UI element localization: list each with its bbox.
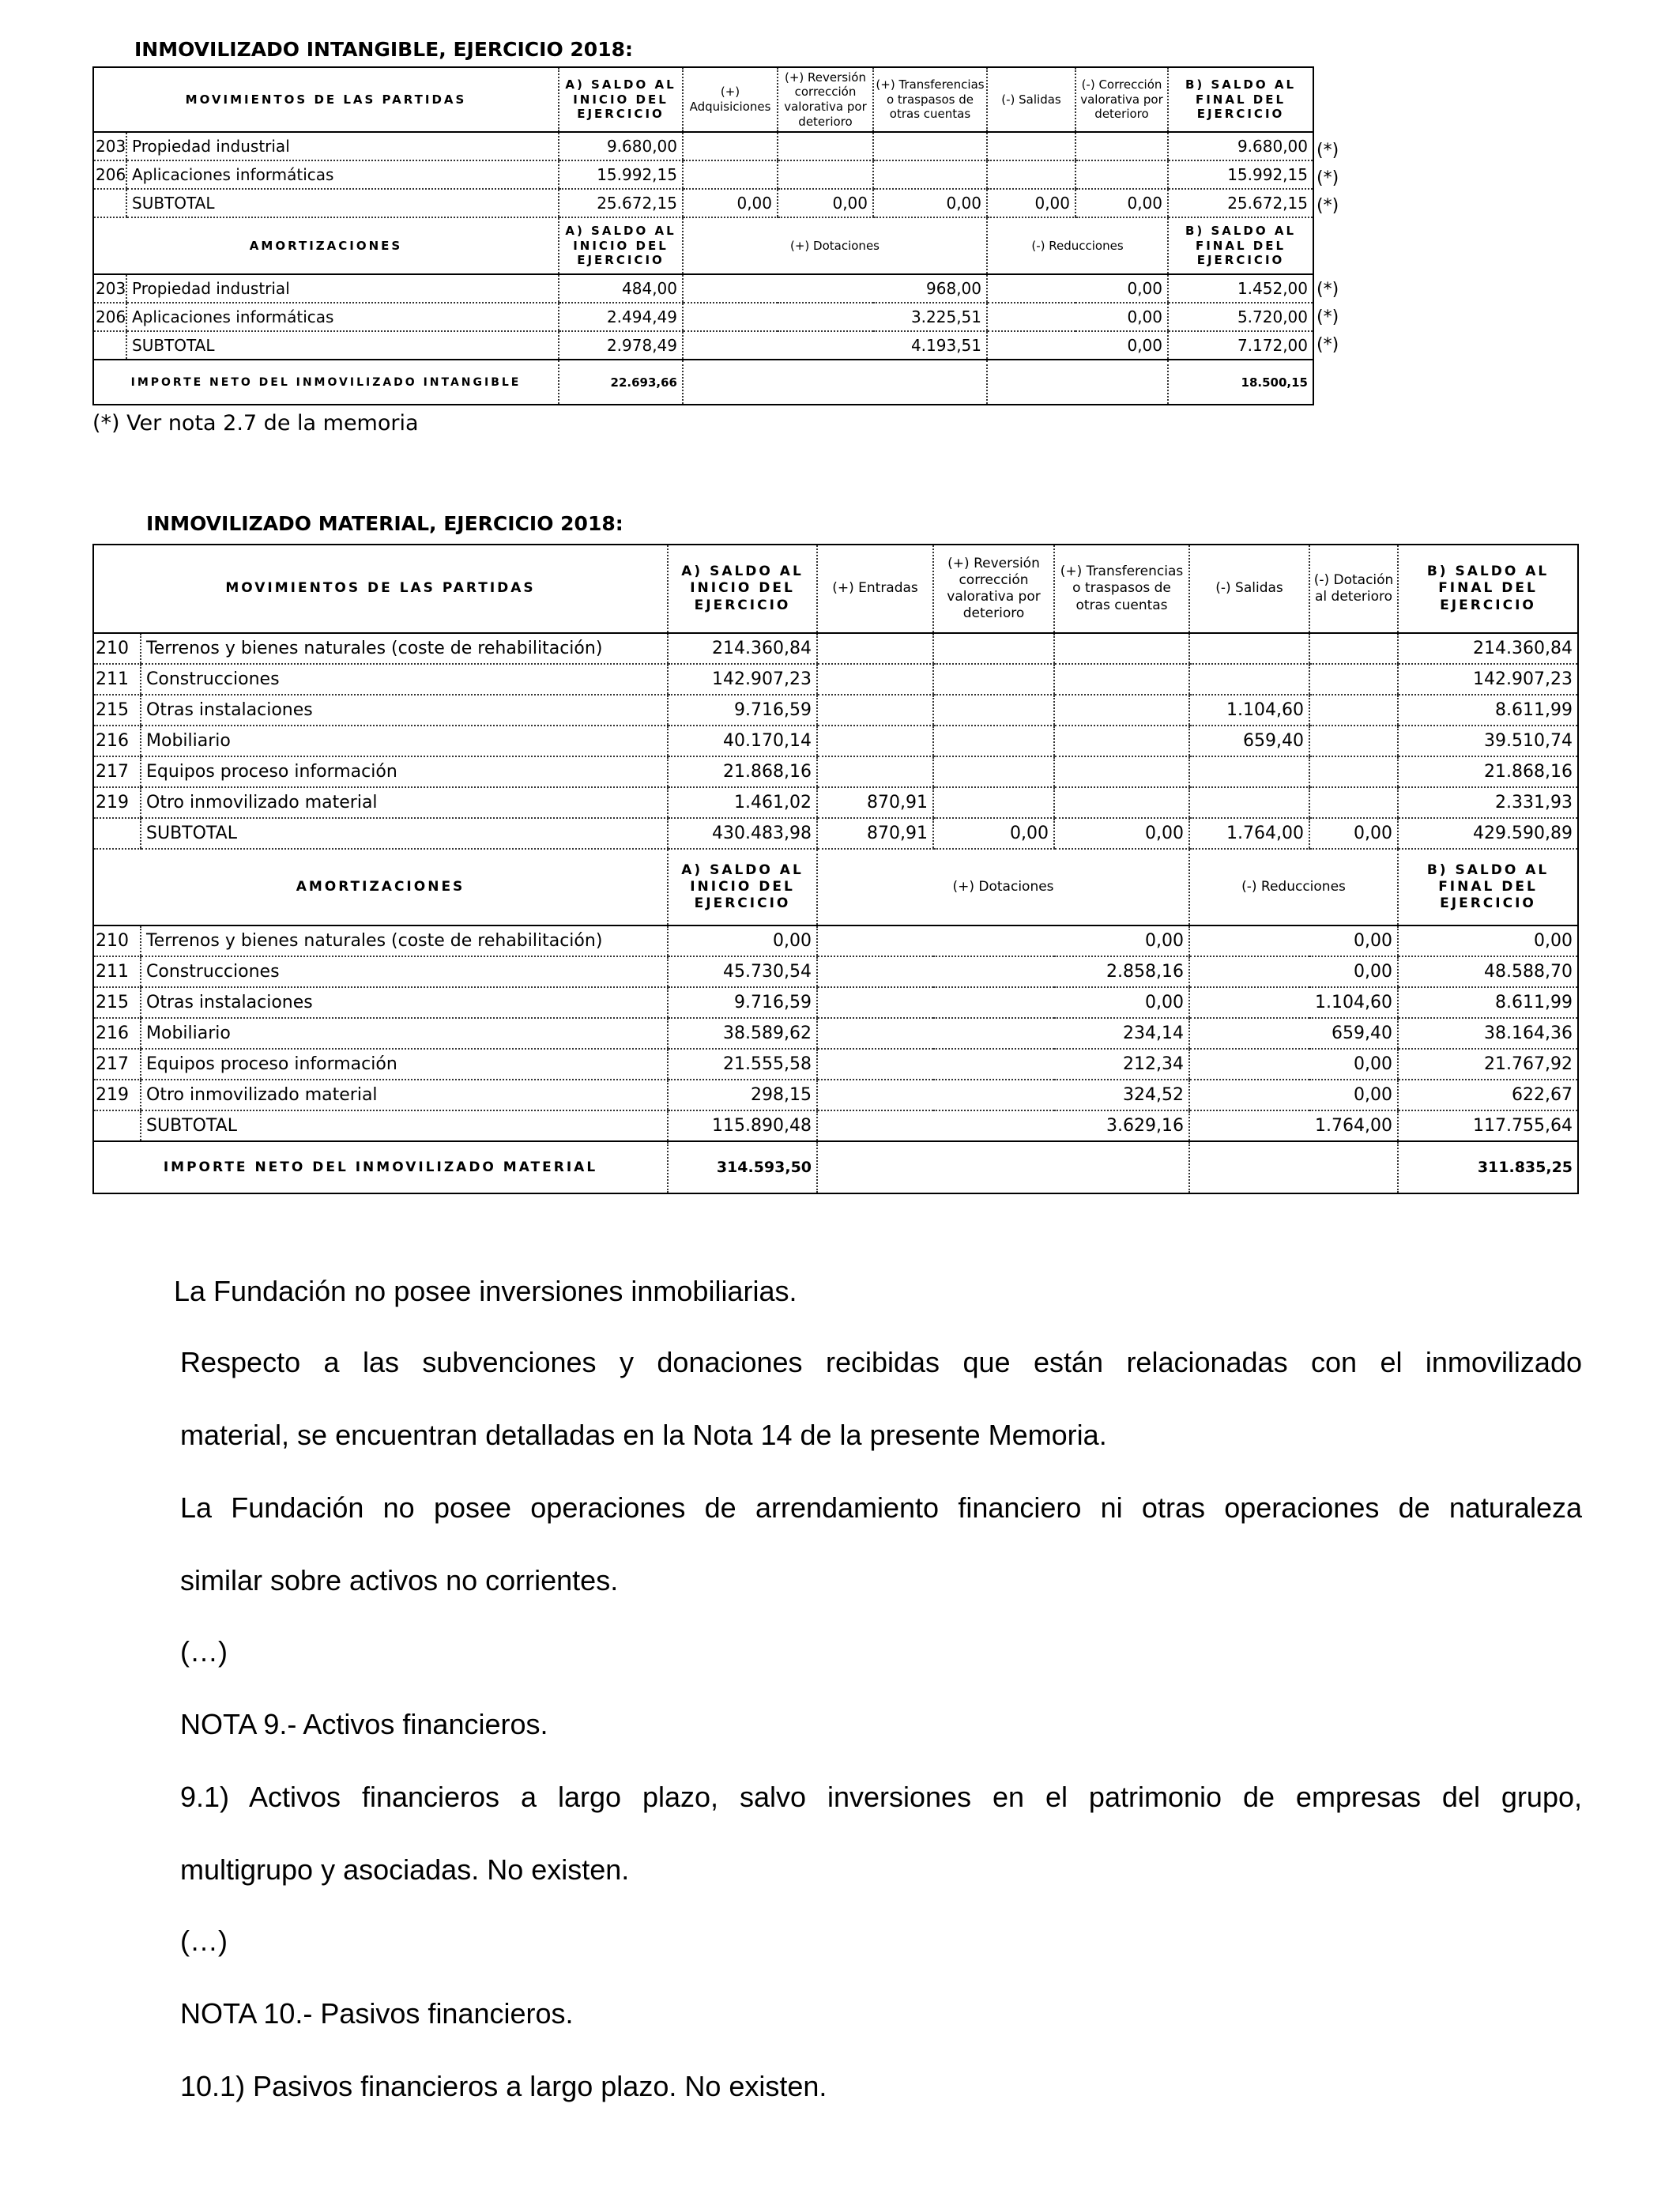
account-name: Construcciones bbox=[141, 664, 668, 695]
cell-value bbox=[933, 664, 1054, 695]
net-end-value: 18.500,15 bbox=[1168, 360, 1313, 405]
account-code: 210 bbox=[93, 633, 141, 664]
account-name: SUBTOTAL bbox=[126, 331, 559, 360]
cell-value: 0,00 bbox=[1189, 956, 1398, 987]
cell-value bbox=[1309, 633, 1398, 664]
intangible-title: INMOVILIZADO INTANGIBLE, EJERCICIO 2018: bbox=[134, 38, 633, 61]
account-code bbox=[93, 818, 141, 849]
cell-value bbox=[778, 160, 873, 189]
cell-value: 0,00 bbox=[873, 189, 987, 217]
cell-value bbox=[933, 756, 1054, 787]
cell-value: 117.755,64 bbox=[1398, 1110, 1578, 1141]
cell-value bbox=[933, 787, 1054, 818]
account-code: 219 bbox=[93, 787, 141, 818]
cell-value: 2.858,16 bbox=[817, 956, 1189, 987]
cell-value: 45.730,54 bbox=[668, 956, 817, 987]
note-marker: (*) bbox=[1317, 141, 1339, 160]
account-code bbox=[93, 331, 126, 360]
cell-value: 298,15 bbox=[668, 1080, 817, 1110]
cell-value bbox=[1054, 726, 1189, 756]
cell-value: 0,00 bbox=[1189, 925, 1398, 956]
cell-value: 9.680,00 bbox=[559, 132, 683, 160]
cell-value: 21.868,16 bbox=[668, 756, 817, 787]
account-code: 211 bbox=[93, 956, 141, 987]
cell-value bbox=[1189, 633, 1309, 664]
paragraph-line: multigrupo y asociadas. No existen. bbox=[180, 1853, 630, 1886]
cell-value: 9.716,59 bbox=[668, 987, 817, 1018]
table-row bbox=[93, 664, 1578, 695]
account-code: 217 bbox=[93, 756, 141, 787]
account-name: SUBTOTAL bbox=[141, 1110, 668, 1141]
col-header: (+) Dotaciones bbox=[817, 849, 1189, 925]
cell-value: 142.907,23 bbox=[1398, 664, 1578, 695]
cell-value: 1.764,00 bbox=[1189, 818, 1309, 849]
account-name: Propiedad industrial bbox=[126, 274, 559, 303]
cell-value: 40.170,14 bbox=[668, 726, 817, 756]
account-name: SUBTOTAL bbox=[141, 818, 668, 849]
cell-value: 0,00 bbox=[668, 925, 817, 956]
cell-value: 1.104,60 bbox=[1189, 695, 1309, 726]
cell-value: 21.868,16 bbox=[1398, 756, 1578, 787]
account-code: 215 bbox=[93, 987, 141, 1018]
cell-value: 0,00 bbox=[1054, 818, 1189, 849]
account-code: 203 bbox=[93, 274, 126, 303]
col-header: (+) Transferencias o traspasos de otras cuentas bbox=[1054, 545, 1189, 633]
account-name: Otras instalaciones bbox=[141, 987, 668, 1018]
note-marker: (*) bbox=[1317, 168, 1339, 188]
paragraph-line: La Fundación no posee operaciones de arrendamiento financiero ni otras operaciones de naturaleza bbox=[180, 1491, 1582, 1524]
col-header: AMORTIZACIONES bbox=[93, 217, 559, 274]
cell-value bbox=[683, 132, 778, 160]
cell-value bbox=[1309, 787, 1398, 818]
cell-value: 7.172,00 bbox=[1168, 331, 1313, 360]
table-row bbox=[93, 160, 1313, 189]
cell-value: 0,00 bbox=[987, 331, 1168, 360]
cell-value: 3.629,16 bbox=[817, 1110, 1189, 1141]
paragraph-line: similar sobre activos no corrientes. bbox=[180, 1564, 619, 1596]
cell-value: 622,67 bbox=[1398, 1080, 1578, 1110]
net-end-value: 311.835,25 bbox=[1398, 1141, 1578, 1193]
account-name: Aplicaciones informáticas bbox=[126, 303, 559, 331]
cell-value: 212,34 bbox=[817, 1049, 1189, 1080]
cell-value: 15.992,15 bbox=[1168, 160, 1313, 189]
cell-value: 870,91 bbox=[817, 818, 933, 849]
account-code bbox=[93, 1110, 141, 1141]
cell-value bbox=[1054, 633, 1189, 664]
cell-value: 21.767,92 bbox=[1398, 1049, 1578, 1080]
note-marker: (*) bbox=[1317, 280, 1339, 300]
cell-value bbox=[987, 132, 1075, 160]
cell-value: 0,00 bbox=[817, 987, 1189, 1018]
cell-value: 1.452,00 bbox=[1168, 274, 1313, 303]
paragraph-line: material, se encuentran detalladas en la Nota 14 de la presente Memoria. bbox=[180, 1419, 1107, 1451]
cell-value: 3.225,51 bbox=[683, 303, 987, 331]
account-name: Otro inmovilizado material bbox=[141, 1080, 668, 1110]
material-title: INMOVILIZADO MATERIAL, EJERCICIO 2018: bbox=[146, 512, 623, 535]
cell-value: 659,40 bbox=[1189, 726, 1309, 756]
account-code: 203 bbox=[93, 132, 126, 160]
cell-value: 234,14 bbox=[817, 1018, 1189, 1049]
ellipsis: (…) bbox=[180, 1635, 228, 1668]
cell-value: 2.978,49 bbox=[559, 331, 683, 360]
account-name: Equipos proceso información bbox=[141, 756, 668, 787]
col-header: A) SALDO AL INICIO DEL EJERCICIO bbox=[668, 849, 817, 925]
col-header: A) SALDO AL INICIO DEL EJERCICIO bbox=[559, 217, 683, 274]
net-start-value: 314.593,50 bbox=[668, 1141, 817, 1193]
col-header: B) SALDO AL FINAL DEL EJERCICIO bbox=[1168, 67, 1313, 132]
cell-value bbox=[1054, 695, 1189, 726]
account-name: Otras instalaciones bbox=[141, 695, 668, 726]
cell-value: 15.992,15 bbox=[559, 160, 683, 189]
cell-value bbox=[817, 633, 933, 664]
account-name: Aplicaciones informáticas bbox=[126, 160, 559, 189]
cell-value: 0,00 bbox=[817, 925, 1189, 956]
table-row bbox=[93, 925, 1578, 956]
footnote: (*) Ver nota 2.7 de la memoria bbox=[92, 411, 419, 435]
cell-value: 968,00 bbox=[683, 274, 987, 303]
net-start-value: 22.693,66 bbox=[559, 360, 683, 405]
subtotal-row bbox=[93, 818, 1578, 849]
table-row bbox=[93, 274, 1313, 303]
cell-value: 0,00 bbox=[683, 189, 778, 217]
account-name: Terrenos y bienes naturales (coste de rehabilitación) bbox=[141, 633, 668, 664]
table-row bbox=[93, 956, 1578, 987]
table-row bbox=[93, 987, 1578, 1018]
account-name: Mobiliario bbox=[141, 1018, 668, 1049]
cell-value: 142.907,23 bbox=[668, 664, 817, 695]
account-code: 217 bbox=[93, 1049, 141, 1080]
cell-value bbox=[1054, 787, 1189, 818]
cell-value bbox=[1309, 726, 1398, 756]
col-header: (-) Corrección valorativa por deterioro bbox=[1075, 67, 1168, 132]
cell-value: 8.611,99 bbox=[1398, 695, 1578, 726]
table-row bbox=[93, 1018, 1578, 1049]
paragraph-line: Respecto a las subvenciones y donaciones recibidas que están relacionadas con el inmovilizado bbox=[180, 1346, 1582, 1378]
account-name: Terrenos y bienes naturales (coste de rehabilitación) bbox=[141, 925, 668, 956]
cell-value: 48.588,70 bbox=[1398, 956, 1578, 987]
table-row bbox=[93, 756, 1578, 787]
cell-value bbox=[987, 160, 1075, 189]
table-row bbox=[93, 1080, 1578, 1110]
cell-value: 2.494,49 bbox=[559, 303, 683, 331]
cell-value: 1.104,60 bbox=[1189, 987, 1398, 1018]
col-header: (-) Salidas bbox=[1189, 545, 1309, 633]
account-name: Mobiliario bbox=[141, 726, 668, 756]
cell-value bbox=[1309, 664, 1398, 695]
col-header: A) SALDO AL INICIO DEL EJERCICIO bbox=[668, 545, 817, 633]
intangible-table bbox=[92, 66, 1314, 405]
cell-value bbox=[933, 695, 1054, 726]
section-heading: NOTA 9.- Activos financieros. bbox=[180, 1708, 548, 1740]
cell-value: 0,00 bbox=[1398, 925, 1578, 956]
note-marker: (*) bbox=[1317, 307, 1339, 327]
cell-value bbox=[817, 756, 933, 787]
note-marker: (*) bbox=[1317, 335, 1339, 355]
material-table bbox=[92, 544, 1579, 1194]
cell-value: 4.193,51 bbox=[683, 331, 987, 360]
cell-value bbox=[817, 664, 933, 695]
col-header: (+) Adquisiciones bbox=[683, 67, 778, 132]
cell-value bbox=[1189, 756, 1309, 787]
table-row bbox=[93, 726, 1578, 756]
table-row bbox=[93, 787, 1578, 818]
cell-value bbox=[1075, 132, 1168, 160]
cell-value bbox=[1075, 160, 1168, 189]
cell-value: 0,00 bbox=[778, 189, 873, 217]
cell-value: 115.890,48 bbox=[668, 1110, 817, 1141]
table-row bbox=[93, 633, 1578, 664]
col-header: MOVIMIENTOS DE LAS PARTIDAS bbox=[93, 545, 668, 633]
account-code: 210 bbox=[93, 925, 141, 956]
cell-value: 25.672,15 bbox=[1168, 189, 1313, 217]
cell-value: 9.716,59 bbox=[668, 695, 817, 726]
cell-value: 0,00 bbox=[1075, 189, 1168, 217]
cell-value: 214.360,84 bbox=[1398, 633, 1578, 664]
cell-value: 0,00 bbox=[1189, 1080, 1398, 1110]
col-header: AMORTIZACIONES bbox=[93, 849, 668, 925]
cell-value: 1.461,02 bbox=[668, 787, 817, 818]
paragraph-line: 10.1) Pasivos financieros a largo plazo. No existen. bbox=[180, 2070, 827, 2102]
cell-value: 0,00 bbox=[987, 274, 1168, 303]
cell-value: 38.164,36 bbox=[1398, 1018, 1578, 1049]
col-header: B) SALDO AL FINAL DEL EJERCICIO bbox=[1398, 545, 1578, 633]
cell-value: 214.360,84 bbox=[668, 633, 817, 664]
col-header: B) SALDO AL FINAL DEL EJERCICIO bbox=[1398, 849, 1578, 925]
subtotal-row bbox=[93, 1110, 1578, 1141]
cell-value: 8.611,99 bbox=[1398, 987, 1578, 1018]
cell-value bbox=[683, 160, 778, 189]
cell-value bbox=[817, 695, 933, 726]
col-header: B) SALDO AL FINAL DEL EJERCICIO bbox=[1168, 217, 1313, 274]
account-name: Construcciones bbox=[141, 956, 668, 987]
paragraph-line: 9.1) Activos financieros a largo plazo, salvo inversiones en el patrimonio de empresas del grupo, bbox=[180, 1781, 1582, 1813]
cell-value: 870,91 bbox=[817, 787, 933, 818]
account-code: 215 bbox=[93, 695, 141, 726]
account-code: 219 bbox=[93, 1080, 141, 1110]
account-name: SUBTOTAL bbox=[126, 189, 559, 217]
cell-value bbox=[933, 726, 1054, 756]
table-row bbox=[93, 132, 1313, 160]
cell-value: 659,40 bbox=[1189, 1018, 1398, 1049]
col-header: (-) Salidas bbox=[987, 67, 1075, 132]
col-header: (+) Dotaciones bbox=[683, 217, 987, 274]
cell-value: 2.331,93 bbox=[1398, 787, 1578, 818]
account-code: 206 bbox=[93, 160, 126, 189]
col-header: (-) Reducciones bbox=[1189, 849, 1398, 925]
col-header: (+) Reversión corrección valorativa por deterioro bbox=[933, 545, 1054, 633]
account-code bbox=[93, 189, 126, 217]
account-name: Propiedad industrial bbox=[126, 132, 559, 160]
cell-value: 25.672,15 bbox=[559, 189, 683, 217]
cell-value: 38.589,62 bbox=[668, 1018, 817, 1049]
net-total-label: IMPORTE NETO DEL INMOVILIZADO MATERIAL bbox=[93, 1141, 668, 1193]
table-row bbox=[93, 303, 1313, 331]
col-header: (-) Dotación al deterioro bbox=[1309, 545, 1398, 633]
net-total-row bbox=[93, 360, 1313, 405]
account-name: Equipos proceso información bbox=[141, 1049, 668, 1080]
cell-value: 1.764,00 bbox=[1189, 1110, 1398, 1141]
cell-value: 0,00 bbox=[1189, 1049, 1398, 1080]
col-header: (+) Entradas bbox=[817, 545, 933, 633]
cell-value bbox=[817, 726, 933, 756]
cell-value bbox=[1054, 756, 1189, 787]
subtotal-row bbox=[93, 331, 1313, 360]
cell-value bbox=[778, 132, 873, 160]
account-code: 211 bbox=[93, 664, 141, 695]
cell-value bbox=[1309, 756, 1398, 787]
account-code: 216 bbox=[93, 1018, 141, 1049]
cell-value: 39.510,74 bbox=[1398, 726, 1578, 756]
col-header: (+) Reversión corrección valorativa por deterioro bbox=[778, 67, 873, 132]
account-code: 216 bbox=[93, 726, 141, 756]
note-marker: (*) bbox=[1317, 196, 1339, 216]
cell-value bbox=[1309, 695, 1398, 726]
cell-value bbox=[1189, 664, 1309, 695]
col-header: A) SALDO AL INICIO DEL EJERCICIO bbox=[559, 67, 683, 132]
net-total-row bbox=[93, 1141, 1578, 1193]
cell-value: 0,00 bbox=[1309, 818, 1398, 849]
cell-value bbox=[873, 160, 987, 189]
table-row bbox=[93, 695, 1578, 726]
cell-value: 21.555,58 bbox=[668, 1049, 817, 1080]
subtotal-row bbox=[93, 189, 1313, 217]
cell-value: 429.590,89 bbox=[1398, 818, 1578, 849]
account-name: Otro inmovilizado material bbox=[141, 787, 668, 818]
col-header: MOVIMIENTOS DE LAS PARTIDAS bbox=[93, 67, 559, 132]
cell-value: 324,52 bbox=[817, 1080, 1189, 1110]
account-code: 206 bbox=[93, 303, 126, 331]
cell-value bbox=[933, 633, 1054, 664]
cell-value: 5.720,00 bbox=[1168, 303, 1313, 331]
col-header: (-) Reducciones bbox=[987, 217, 1168, 274]
cell-value bbox=[873, 132, 987, 160]
ellipsis: (…) bbox=[180, 1924, 228, 1957]
cell-value: 484,00 bbox=[559, 274, 683, 303]
cell-value: 430.483,98 bbox=[668, 818, 817, 849]
cell-value: 9.680,00 bbox=[1168, 132, 1313, 160]
cell-value bbox=[1054, 664, 1189, 695]
cell-value: 0,00 bbox=[987, 189, 1075, 217]
cell-value: 0,00 bbox=[933, 818, 1054, 849]
section-heading: NOTA 10.- Pasivos financieros. bbox=[180, 1997, 574, 2030]
cell-value: 0,00 bbox=[987, 303, 1168, 331]
table-row bbox=[93, 1049, 1578, 1080]
net-total-label: IMPORTE NETO DEL INMOVILIZADO INTANGIBLE bbox=[93, 360, 559, 405]
paragraph: La Fundación no posee inversiones inmobiliarias. bbox=[174, 1275, 797, 1307]
col-header: (+) Transferencias o traspasos de otras cuentas bbox=[873, 67, 987, 132]
cell-value bbox=[1189, 787, 1309, 818]
